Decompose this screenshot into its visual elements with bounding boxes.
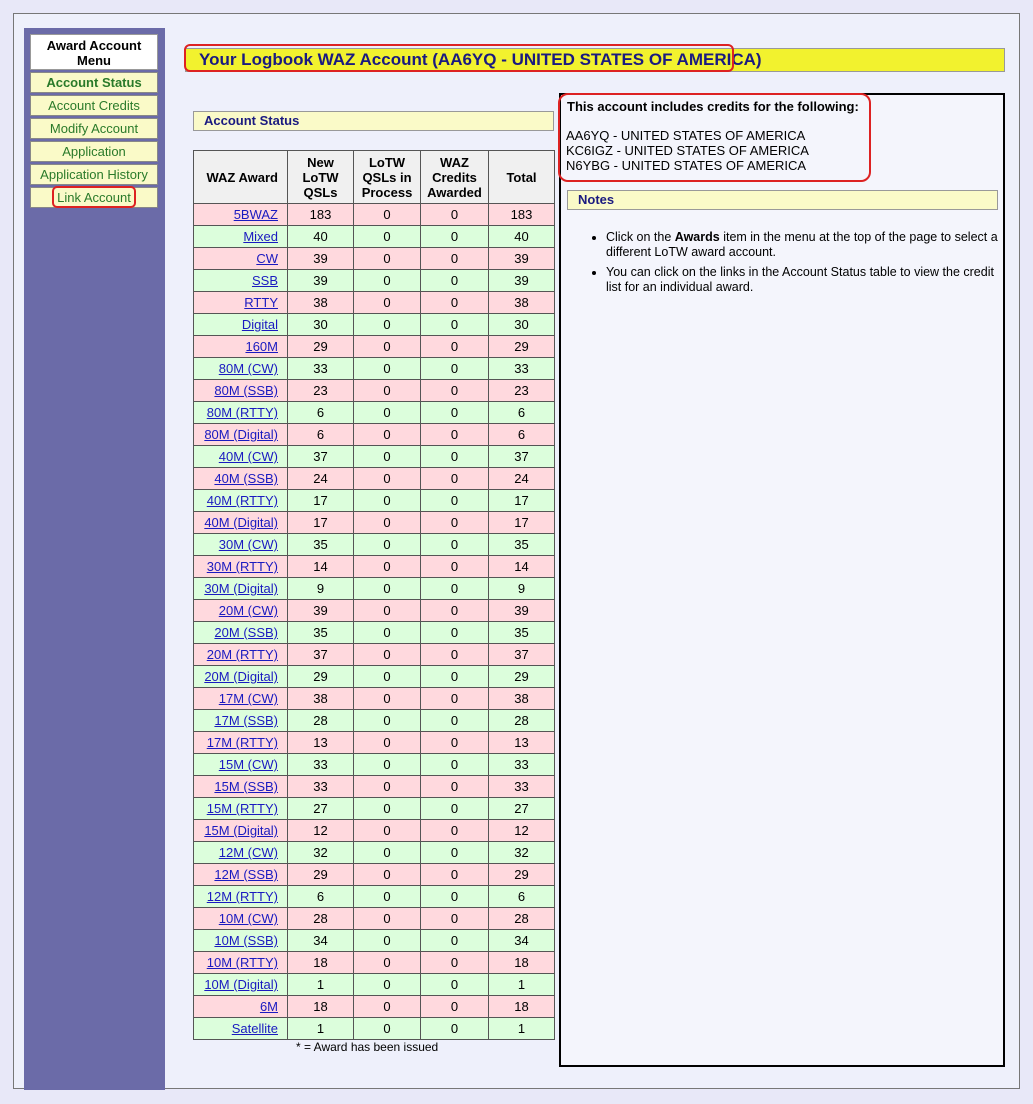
new-qsls-cell: 33 (288, 776, 354, 798)
new-qsls-cell: 28 (288, 710, 354, 732)
total-cell: 1 (489, 974, 555, 996)
in-process-cell: 0 (354, 776, 421, 798)
award-link[interactable]: 15M (Digital) (204, 823, 278, 838)
total-cell: 24 (489, 468, 555, 490)
award-link[interactable]: Digital (241, 317, 278, 332)
table-row (194, 622, 555, 644)
table-row (194, 974, 555, 996)
total-cell: 37 (489, 446, 555, 468)
awarded-cell: 0 (421, 754, 489, 776)
new-qsls-cell: 38 (288, 292, 354, 314)
menu-item-modify-account[interactable]: Modify Account (30, 118, 158, 139)
awarded-cell: 0 (421, 336, 489, 358)
in-process-cell: 0 (354, 556, 421, 578)
table-row (194, 380, 555, 402)
credits-title: This account includes credits for the following: (567, 99, 859, 114)
awarded-cell: 0 (421, 380, 489, 402)
award-link[interactable]: 17M (CW) (218, 691, 278, 706)
table-row (194, 424, 555, 446)
table-row (194, 930, 555, 952)
table-row (194, 468, 555, 490)
award-cell (194, 468, 288, 490)
in-process-cell: 0 (354, 798, 421, 820)
total-cell: 17 (489, 512, 555, 534)
award-link[interactable]: SSB (251, 273, 278, 288)
total-cell: 38 (489, 688, 555, 710)
in-process-cell: 0 (354, 270, 421, 292)
table-row (194, 644, 555, 666)
column-header-credits-awarded: WAZ Credits Awarded (421, 151, 489, 204)
total-cell: 17 (489, 490, 555, 512)
in-process-cell: 0 (354, 402, 421, 424)
new-qsls-cell: 32 (288, 842, 354, 864)
award-cell (194, 974, 288, 996)
total-cell: 14 (489, 556, 555, 578)
table-row (194, 226, 555, 248)
credits-highlight (558, 93, 871, 182)
new-qsls-cell: 18 (288, 952, 354, 974)
award-link[interactable]: 30M (Digital) (204, 581, 278, 596)
new-qsls-cell: 24 (288, 468, 354, 490)
awarded-cell: 0 (421, 930, 489, 952)
new-qsls-cell: 35 (288, 534, 354, 556)
awarded-cell: 0 (421, 732, 489, 754)
total-cell: 12 (489, 820, 555, 842)
table-footnote: * = Award has been issued (296, 1040, 439, 1054)
new-qsls-cell: 12 (288, 820, 354, 842)
new-qsls-cell: 35 (288, 622, 354, 644)
awarded-cell: 0 (421, 666, 489, 688)
total-cell: 28 (489, 908, 555, 930)
awarded-cell: 0 (421, 358, 489, 380)
award-cell (194, 820, 288, 842)
table-row (194, 402, 555, 424)
in-process-cell: 0 (354, 886, 421, 908)
awarded-cell: 0 (421, 578, 489, 600)
awarded-cell: 0 (421, 952, 489, 974)
award-link[interactable]: 40M (CW) (218, 449, 278, 464)
awarded-cell: 0 (421, 798, 489, 820)
in-process-cell: 0 (354, 908, 421, 930)
table-row (194, 358, 555, 380)
award-cell (194, 886, 288, 908)
new-qsls-cell: 29 (288, 666, 354, 688)
award-cell (194, 776, 288, 798)
total-cell: 1 (489, 1018, 555, 1040)
new-qsls-cell: 29 (288, 336, 354, 358)
in-process-cell: 0 (354, 710, 421, 732)
new-qsls-cell: 27 (288, 798, 354, 820)
total-cell: 33 (489, 358, 555, 380)
award-cell (194, 864, 288, 886)
new-qsls-cell: 37 (288, 644, 354, 666)
awarded-cell: 0 (421, 1018, 489, 1040)
note-item (606, 265, 1006, 295)
note-awards-emphasis: Awards (674, 230, 720, 244)
total-cell: 183 (489, 204, 555, 226)
in-process-cell: 0 (354, 996, 421, 1018)
new-qsls-cell: 6 (288, 424, 354, 446)
awarded-cell: 0 (421, 600, 489, 622)
in-process-cell: 0 (354, 446, 421, 468)
award-cell (194, 600, 288, 622)
total-cell: 27 (489, 798, 555, 820)
table-row (194, 886, 555, 908)
note-text: item in the menu at the top of the page to select a different LoTW award account. (606, 230, 998, 259)
credit-call-line: AA6YQ - UNITED STATES OF AMERICA (566, 128, 806, 143)
awarded-cell: 0 (421, 424, 489, 446)
in-process-cell: 0 (354, 1018, 421, 1040)
awarded-cell: 0 (421, 710, 489, 732)
menu-item-application[interactable]: Application (30, 141, 158, 162)
new-qsls-cell: 28 (288, 908, 354, 930)
total-cell: 35 (489, 534, 555, 556)
in-process-cell: 0 (354, 820, 421, 842)
new-qsls-cell: 37 (288, 446, 354, 468)
award-cell (194, 622, 288, 644)
award-link[interactable]: 40M (SSB) (214, 471, 278, 486)
in-process-cell: 0 (354, 864, 421, 886)
award-cell (194, 226, 288, 248)
new-qsls-cell: 23 (288, 380, 354, 402)
award-cell (194, 424, 288, 446)
new-qsls-cell: 39 (288, 600, 354, 622)
note-text: Click on the (606, 230, 675, 244)
in-process-cell: 0 (354, 226, 421, 248)
award-cell (194, 204, 288, 226)
award-link[interactable]: 20M (SSB) (214, 625, 278, 640)
credit-call-line: N6YBG - UNITED STATES OF AMERICA (566, 158, 807, 173)
total-cell: 23 (489, 380, 555, 402)
total-cell: 38 (489, 292, 555, 314)
awarded-cell: 0 (421, 248, 489, 270)
total-cell: 13 (489, 732, 555, 754)
award-link[interactable]: 30M (CW) (218, 537, 278, 552)
table-header-row (194, 151, 555, 204)
in-process-cell: 0 (354, 336, 421, 358)
awarded-cell: 0 (421, 776, 489, 798)
title-highlight (184, 44, 734, 72)
table-row (194, 996, 555, 1018)
new-qsls-cell: 183 (288, 204, 354, 226)
table-row (194, 534, 555, 556)
new-qsls-cell: 6 (288, 886, 354, 908)
new-qsls-cell: 34 (288, 930, 354, 952)
in-process-cell: 0 (354, 380, 421, 402)
award-link[interactable]: 80M (RTTY) (206, 405, 278, 420)
award-cell (194, 490, 288, 512)
award-cell (194, 446, 288, 468)
award-cell (194, 644, 288, 666)
total-cell: 6 (489, 402, 555, 424)
awarded-cell: 0 (421, 688, 489, 710)
award-cell (194, 666, 288, 688)
credit-call-line: KC6IGZ - UNITED STATES OF AMERICA (566, 143, 809, 158)
total-cell: 18 (489, 952, 555, 974)
table-row (194, 952, 555, 974)
table-row (194, 688, 555, 710)
award-cell (194, 1018, 288, 1040)
award-link[interactable]: 40M (RTTY) (206, 493, 278, 508)
total-cell: 33 (489, 776, 555, 798)
table-row (194, 798, 555, 820)
total-cell: 35 (489, 622, 555, 644)
menu-item-application-history[interactable]: Application History (30, 164, 158, 185)
new-qsls-cell: 13 (288, 732, 354, 754)
in-process-cell: 0 (354, 292, 421, 314)
new-qsls-cell: 9 (288, 578, 354, 600)
table-row (194, 578, 555, 600)
award-cell (194, 512, 288, 534)
awarded-cell: 0 (421, 512, 489, 534)
award-link[interactable]: 12M (CW) (218, 845, 278, 860)
table-row (194, 842, 555, 864)
awarded-cell: 0 (421, 974, 489, 996)
award-link[interactable]: RTTY (244, 295, 278, 310)
award-link[interactable]: 20M (Digital) (204, 669, 278, 684)
award-cell (194, 996, 288, 1018)
table-row (194, 204, 555, 226)
in-process-cell: 0 (354, 468, 421, 490)
award-cell (194, 314, 288, 336)
new-qsls-cell: 30 (288, 314, 354, 336)
in-process-cell: 0 (354, 622, 421, 644)
award-link[interactable]: 17M (SSB) (214, 713, 278, 728)
in-process-cell: 0 (354, 358, 421, 380)
awarded-cell: 0 (421, 204, 489, 226)
total-cell: 29 (489, 336, 555, 358)
award-cell (194, 930, 288, 952)
award-cell (194, 534, 288, 556)
total-cell: 30 (489, 314, 555, 336)
new-qsls-cell: 29 (288, 864, 354, 886)
in-process-cell: 0 (354, 424, 421, 446)
column-header-award: WAZ Award (194, 151, 288, 204)
award-cell (194, 270, 288, 292)
award-cell (194, 248, 288, 270)
page-title: Your Logbook WAZ Account (AA6YQ - UNITED STATES OF AMERICA) (199, 50, 762, 69)
in-process-cell: 0 (354, 204, 421, 226)
table-row (194, 754, 555, 776)
award-link[interactable]: 80M (SSB) (214, 383, 278, 398)
total-cell: 39 (489, 248, 555, 270)
column-header-total: Total (489, 151, 555, 204)
awarded-cell: 0 (421, 622, 489, 644)
awarded-cell: 0 (421, 402, 489, 424)
menu-item-account-status[interactable]: Account Status (30, 72, 158, 93)
award-link[interactable]: 10M (CW) (218, 911, 278, 926)
award-cell (194, 710, 288, 732)
table-row (194, 490, 555, 512)
total-cell: 6 (489, 886, 555, 908)
award-link[interactable]: 30M (RTTY) (206, 559, 278, 574)
new-qsls-cell: 18 (288, 996, 354, 1018)
table-row (194, 512, 555, 534)
link-account-highlight (52, 186, 136, 208)
table-row (194, 732, 555, 754)
in-process-cell: 0 (354, 754, 421, 776)
award-link[interactable]: 5BWAZ (233, 207, 278, 222)
table-row (194, 776, 555, 798)
total-cell: 28 (489, 710, 555, 732)
total-cell: 33 (489, 754, 555, 776)
new-qsls-cell: 14 (288, 556, 354, 578)
table-row (194, 248, 555, 270)
in-process-cell: 0 (354, 644, 421, 666)
in-process-cell: 0 (354, 974, 421, 996)
in-process-cell: 0 (354, 666, 421, 688)
table-body (194, 204, 555, 1040)
new-qsls-cell: 1 (288, 1018, 354, 1040)
new-qsls-cell: 17 (288, 490, 354, 512)
table-row (194, 336, 555, 358)
new-qsls-cell: 6 (288, 402, 354, 424)
award-link[interactable]: 80M (CW) (218, 361, 278, 376)
total-cell: 34 (489, 930, 555, 952)
in-process-cell: 0 (354, 248, 421, 270)
award-cell (194, 908, 288, 930)
awarded-cell: 0 (421, 468, 489, 490)
account-status-table (193, 150, 555, 1040)
table-row (194, 864, 555, 886)
awarded-cell: 0 (421, 314, 489, 336)
award-cell (194, 798, 288, 820)
note-text: You can click on the links in the Account Status table to view the credit list for an individual award. (606, 265, 994, 294)
award-link[interactable]: 15M (SSB) (214, 779, 278, 794)
new-qsls-cell: 33 (288, 358, 354, 380)
award-cell (194, 952, 288, 974)
total-cell: 29 (489, 864, 555, 886)
table-row (194, 666, 555, 688)
total-cell: 37 (489, 644, 555, 666)
awarded-cell: 0 (421, 292, 489, 314)
award-link[interactable]: 10M (SSB) (214, 933, 278, 948)
notes-list (586, 230, 1006, 300)
awarded-cell: 0 (421, 886, 489, 908)
table-row (194, 710, 555, 732)
award-link[interactable]: 12M (SSB) (214, 867, 278, 882)
award-cell (194, 842, 288, 864)
award-cell (194, 556, 288, 578)
table-row (194, 556, 555, 578)
awarded-cell: 0 (421, 270, 489, 292)
note-item (606, 230, 1006, 260)
award-cell (194, 336, 288, 358)
award-link[interactable]: Satellite (231, 1021, 278, 1036)
award-cell (194, 732, 288, 754)
menu-title: Award Account Menu (30, 34, 158, 70)
award-cell (194, 688, 288, 710)
table-row (194, 820, 555, 842)
award-link[interactable]: 17M (RTTY) (206, 735, 278, 750)
award-link[interactable]: 20M (CW) (218, 603, 278, 618)
award-link[interactable]: 160M (245, 339, 278, 354)
table-row (194, 270, 555, 292)
table-row (194, 908, 555, 930)
award-link[interactable]: 12M (RTTY) (206, 889, 278, 904)
in-process-cell: 0 (354, 930, 421, 952)
award-link[interactable]: 6M (259, 999, 278, 1014)
in-process-cell: 0 (354, 732, 421, 754)
in-process-cell: 0 (354, 952, 421, 974)
awarded-cell: 0 (421, 446, 489, 468)
new-qsls-cell: 39 (288, 270, 354, 292)
total-cell: 39 (489, 270, 555, 292)
total-cell: 32 (489, 842, 555, 864)
award-link[interactable]: 80M (Digital) (204, 427, 278, 442)
new-qsls-cell: 1 (288, 974, 354, 996)
award-cell (194, 402, 288, 424)
table-row (194, 314, 555, 336)
table-row (194, 446, 555, 468)
award-link[interactable]: 10M (Digital) (204, 977, 278, 992)
awarded-cell: 0 (421, 864, 489, 886)
award-cell (194, 754, 288, 776)
award-cell (194, 358, 288, 380)
table-row (194, 292, 555, 314)
award-link[interactable]: 20M (RTTY) (206, 647, 278, 662)
award-link[interactable]: Mixed (243, 229, 278, 244)
menu-item-account-credits[interactable]: Account Credits (30, 95, 158, 116)
awarded-cell: 0 (421, 908, 489, 930)
notes-heading: Notes (567, 190, 998, 210)
awarded-cell: 0 (421, 490, 489, 512)
award-link[interactable]: 15M (RTTY) (206, 801, 278, 816)
in-process-cell: 0 (354, 842, 421, 864)
total-cell: 29 (489, 666, 555, 688)
award-link[interactable]: CW (256, 251, 278, 266)
total-cell: 9 (489, 578, 555, 600)
in-process-cell: 0 (354, 534, 421, 556)
in-process-cell: 0 (354, 314, 421, 336)
award-link[interactable]: 10M (RTTY) (206, 955, 278, 970)
award-cell (194, 578, 288, 600)
award-cell (194, 380, 288, 402)
table-row (194, 600, 555, 622)
award-link[interactable]: 15M (CW) (218, 757, 278, 772)
in-process-cell: 0 (354, 688, 421, 710)
awarded-cell: 0 (421, 556, 489, 578)
in-process-cell: 0 (354, 512, 421, 534)
menu-item-link-account[interactable]: Link Account (30, 187, 158, 208)
in-process-cell: 0 (354, 490, 421, 512)
awarded-cell: 0 (421, 534, 489, 556)
awarded-cell: 0 (421, 226, 489, 248)
awarded-cell: 0 (421, 842, 489, 864)
award-link[interactable]: 40M (Digital) (204, 515, 278, 530)
new-qsls-cell: 38 (288, 688, 354, 710)
table-row (194, 1018, 555, 1040)
total-cell: 18 (489, 996, 555, 1018)
awarded-cell: 0 (421, 820, 489, 842)
column-header-qsls-in-process: LoTW QSLs in Process (354, 151, 421, 204)
in-process-cell: 0 (354, 578, 421, 600)
account-status-heading: Account Status (193, 111, 554, 131)
new-qsls-cell: 17 (288, 512, 354, 534)
new-qsls-cell: 33 (288, 754, 354, 776)
total-cell: 6 (489, 424, 555, 446)
in-process-cell: 0 (354, 600, 421, 622)
total-cell: 39 (489, 600, 555, 622)
awarded-cell: 0 (421, 644, 489, 666)
awarded-cell: 0 (421, 996, 489, 1018)
total-cell: 40 (489, 226, 555, 248)
award-cell (194, 292, 288, 314)
column-header-new-qsls: New LoTW QSLs (288, 151, 354, 204)
new-qsls-cell: 39 (288, 248, 354, 270)
new-qsls-cell: 40 (288, 226, 354, 248)
